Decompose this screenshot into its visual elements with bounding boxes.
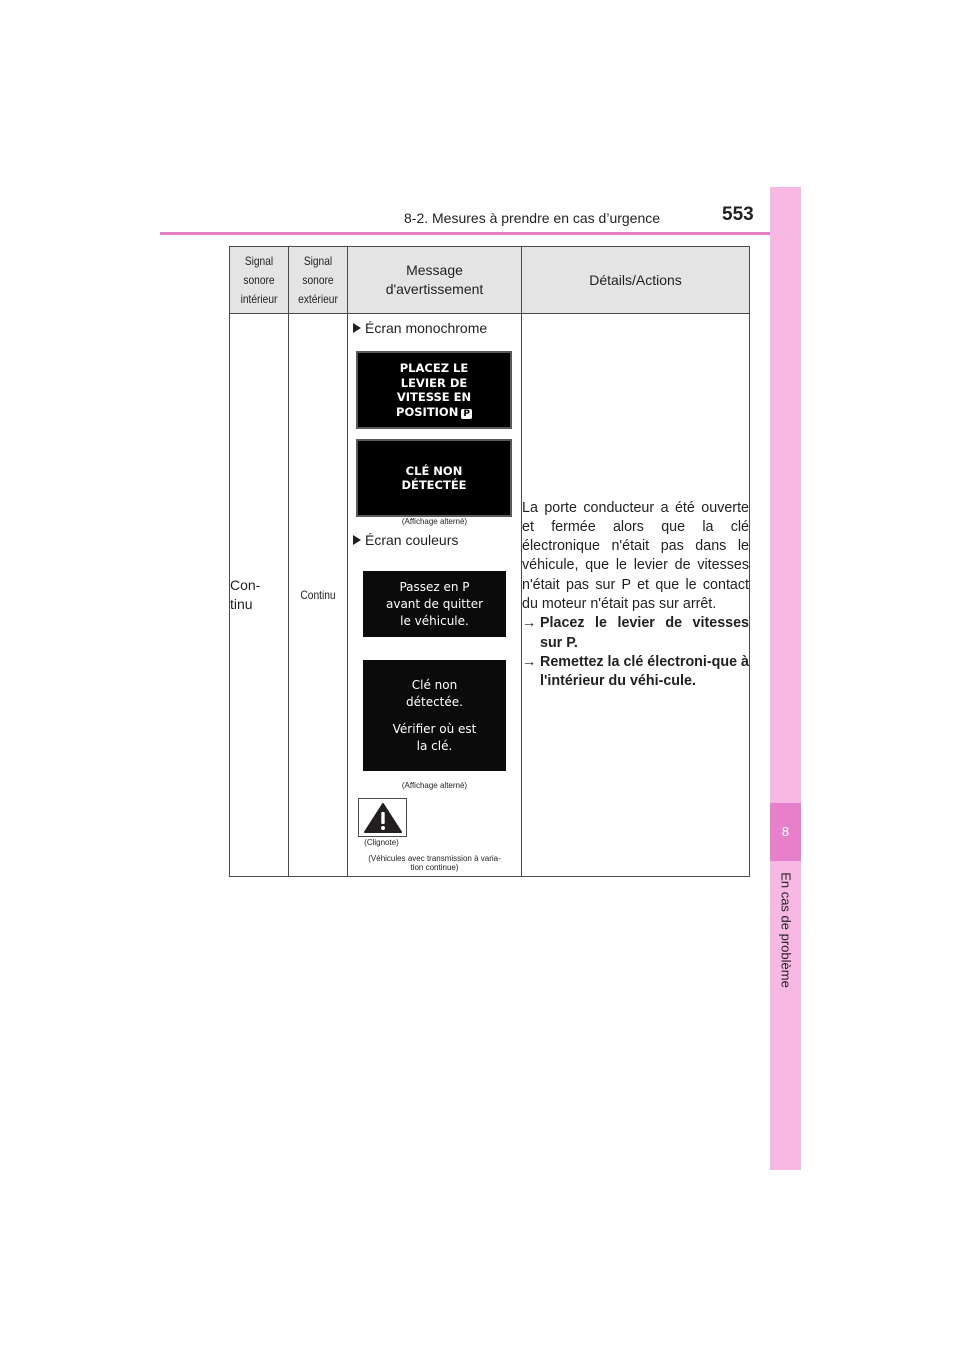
warning-box — [358, 798, 407, 837]
warning-triangle-icon — [363, 802, 403, 834]
header-signal-exterior: Signal sonore extérieur — [289, 247, 348, 314]
cell-signal-exterior: Continu — [289, 314, 348, 877]
header-message: Message d'avertissement — [348, 247, 522, 314]
warning-message-table — [229, 246, 750, 877]
page-number: 553 — [722, 204, 754, 225]
details-text: La porte conducteur a été ouverte et fermée alors que la clé électronique n'était pas dans le véhicule, que le levier de vitesses n'était pas sur P et que le contact du moteur n'était pas sur arrêt. — [522, 499, 749, 612]
cell-message — [348, 314, 522, 877]
warning-note: (Véhicules avec transmission à varia- tion continue) — [368, 854, 501, 872]
cell-signal-interior: Con- tinu — [230, 314, 289, 877]
bullet-triangle-icon — [353, 323, 361, 333]
chapter-number: 8 — [770, 803, 801, 861]
section-title: 8-2. Mesures à prendre en cas d’urgence — [404, 210, 661, 226]
table-header-row — [230, 247, 750, 314]
color-screen-key-not-detected: Clé non détectée. Vérifier où est la clé. — [363, 660, 506, 771]
warning-caption: (Clignote) — [364, 838, 399, 847]
mono-screen-key-not-detected: CLÉ NON DÉTECTÉE — [356, 439, 512, 517]
header-rule — [160, 232, 800, 235]
chapter-title: En cas de problème — [778, 872, 794, 988]
color-caption: (Affichage alterné) — [401, 781, 468, 790]
p-position-icon: P — [463, 408, 470, 419]
table-row — [230, 314, 750, 877]
header-signal-interior: Signal sonore intérieur — [230, 247, 289, 314]
color-heading: Écran couleurs — [353, 532, 458, 548]
cell-details — [522, 314, 750, 877]
action-item: → Placez le levier de vitesses sur P. — [522, 614, 749, 653]
mono-screen-shift-to-p: PLACEZ LE LEVIER DE VITESSE EN POSITION P — [356, 351, 512, 429]
action-item: → Remettez la clé électroni-que à l'intérieur du véhi-cule. — [522, 653, 749, 692]
arrow-right-icon: → — [522, 653, 537, 670]
arrow-right-icon: → — [522, 615, 537, 632]
header-details: Détails/Actions — [522, 247, 750, 314]
side-tab — [770, 187, 801, 1170]
color-screen-shift-to-p: Passez en P avant de quitter le véhicule. — [363, 571, 506, 637]
bullet-triangle-icon — [353, 535, 361, 545]
mono-caption: (Affichage alterné) — [401, 517, 468, 526]
mono-heading: Écran monochrome — [353, 320, 487, 336]
